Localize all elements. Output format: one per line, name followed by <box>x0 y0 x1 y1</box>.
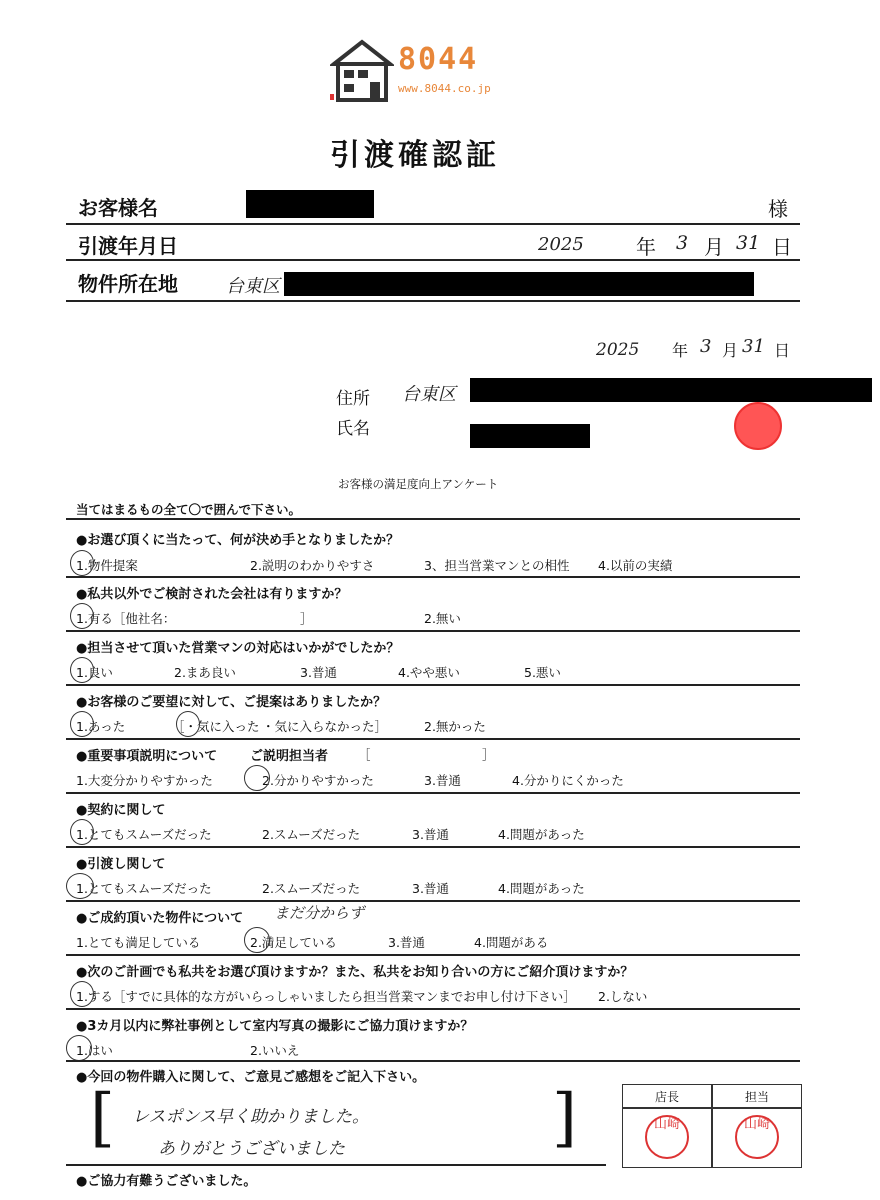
signature-address-label: 住所 <box>336 389 370 409</box>
divider <box>66 1008 800 1010</box>
answer-circle <box>70 657 94 683</box>
redacted-signature-address <box>470 378 872 402</box>
q8-option-4: 4.問題がある <box>474 935 549 950</box>
q5-option-4: 4.分かりにくかった <box>512 773 624 788</box>
divider <box>66 576 800 578</box>
q4-option-1: 1.あった <box>76 719 126 734</box>
handover-month: 3 <box>676 232 689 254</box>
handover-year: 2025 <box>538 234 584 255</box>
answer-circle <box>176 711 200 737</box>
signature-month: 3 <box>700 336 712 357</box>
personal-seal <box>734 402 782 450</box>
answer-circle <box>70 711 94 737</box>
customer-label: お客様名 <box>78 196 158 220</box>
answer-circle <box>66 1035 92 1061</box>
comment-line-1: レスポンス早く助かりました。 <box>132 1107 369 1127</box>
question-6: ●契約に関して <box>76 803 166 818</box>
q6-option-1: 1.とてもスムーズだった <box>76 827 212 842</box>
q5-explainer-label: ご説明担当者 <box>250 749 329 764</box>
divider <box>66 300 800 302</box>
logo <box>330 38 510 106</box>
divider <box>66 1060 800 1062</box>
q5-option-2: 2.分かりやすかった <box>262 773 374 788</box>
divider <box>66 792 800 794</box>
question-3: ●担当させて頂いた営業マンの対応はいかがでしたか？ <box>76 641 400 656</box>
question-7: ●引渡し関して <box>76 857 166 872</box>
address-label: 物件所在地 <box>78 272 178 296</box>
q2-option-bracket-close: ］ <box>300 611 313 626</box>
signature-day: 31 <box>742 336 765 357</box>
sig-year-unit: 年 <box>672 341 689 360</box>
month-unit: 月 <box>704 235 724 259</box>
redacted-customer-name <box>246 190 374 218</box>
closing-text: ●ご協力有難うございました。 <box>76 1174 257 1189</box>
q10-option-1: 1.はい <box>76 1043 113 1058</box>
q1-option-1: 1.物件提案 <box>76 558 138 573</box>
q3-option-1: 1.良い <box>76 665 113 680</box>
q3-option-3: 3.普通 <box>300 665 337 680</box>
manager-label: 店長 <box>654 1090 679 1104</box>
divider <box>66 223 800 225</box>
q5-bracket-open: ［ <box>358 747 371 762</box>
comment-bracket-right: ] <box>552 1081 577 1155</box>
comment-bracket-left: [ <box>90 1081 115 1155</box>
divider <box>66 259 800 261</box>
answer-circle <box>244 927 270 953</box>
question-5: ●重要事項説明について <box>76 749 218 764</box>
q3-option-5: 5.悪い <box>524 665 561 680</box>
divider <box>66 738 800 740</box>
q3-option-2: 2.まあ良い <box>174 665 236 680</box>
divider <box>66 684 800 686</box>
manager-seal: 山崎 <box>645 1115 689 1159</box>
answer-circle <box>70 603 94 629</box>
q8-option-2: 2.満足している <box>250 935 337 950</box>
divider <box>66 630 800 632</box>
q8-option-1: 1.とても満足している <box>76 935 201 950</box>
year-unit: 年 <box>636 235 656 259</box>
signature-name-label: 氏名 <box>336 419 370 439</box>
handover-day: 31 <box>736 232 761 254</box>
q7-option-1: 1.とてもスムーズだった <box>76 881 212 896</box>
q1-option-4: 4.以前の実績 <box>598 558 673 573</box>
document-title: 引渡確認証 <box>330 138 500 173</box>
handover-date-label: 引渡年月日 <box>78 234 178 258</box>
question-4: ●お客様のご要望に対して、ご提案はありましたか？ <box>76 695 387 710</box>
q4-option-3: 2.無かった <box>424 719 486 734</box>
comment-line-2: ありがとうございました <box>158 1139 345 1159</box>
q6-option-3: 3.普通 <box>412 827 449 842</box>
divider <box>66 846 800 848</box>
divider <box>66 900 800 902</box>
address-value: 台東区 <box>226 276 280 297</box>
q5-bracket-close: ］ <box>482 747 495 762</box>
q10-option-2: 2.いいえ <box>250 1043 300 1058</box>
redacted-address <box>284 272 754 296</box>
q9-option-2: 2.しない <box>598 989 648 1004</box>
logo-brand: 8044 <box>398 42 479 77</box>
house-logo-icon <box>330 38 394 102</box>
question-10: ●3カ月以内に弊社事例として室内写真の撮影にご協力頂けますか？ <box>76 1019 474 1034</box>
divider <box>66 1164 606 1166</box>
sig-day-unit: 日 <box>774 341 791 360</box>
question-2: ●私共以外でご検討された会社は有りますか？ <box>76 587 348 602</box>
q3-option-4: 4.やや悪い <box>398 665 460 680</box>
q4-option-2b: ・気に入らなかった］ <box>262 719 388 734</box>
redacted-signature-name <box>470 424 590 448</box>
divider <box>66 518 800 520</box>
q7-option-4: 4.問題があった <box>498 881 585 896</box>
q2-option-1: 1.有る［他社名： <box>76 611 176 626</box>
q6-option-2: 2.スムーズだった <box>262 827 361 842</box>
q1-option-3: 3、担当営業マンとの相性 <box>424 558 570 573</box>
customer-suffix: 様 <box>768 197 788 221</box>
q4-option-2a: ［・気に入った <box>172 719 260 734</box>
staff-seal: 山崎 <box>735 1115 779 1159</box>
survey-instruction: 当てはまるもの全て〇で囲んで下さい。 <box>76 502 302 517</box>
answer-circle <box>70 819 94 845</box>
q7-option-3: 3.普通 <box>412 881 449 896</box>
logo-url: www.8044.co.jp <box>398 82 491 95</box>
stamp-box <box>622 1084 802 1168</box>
q5-option-1: 1.大変分かりやすかった <box>76 773 213 788</box>
answer-circle <box>244 765 270 791</box>
q6-option-4: 4.問題があった <box>498 827 585 842</box>
q5-option-3: 3.普通 <box>424 773 461 788</box>
answer-circle <box>66 873 94 899</box>
handwritten-note: まだ分からず <box>274 904 365 922</box>
q1-option-2: 2.説明のわかりやすさ <box>250 558 375 573</box>
survey-title: お客様の満足度向上アンケート <box>338 477 499 491</box>
question-8: ●ご成約頂いた物件について <box>76 911 244 926</box>
question-11: ●今回の物件購入に関して、ご意見ご感想をご記入下さい。 <box>76 1070 426 1085</box>
answer-circle <box>70 981 94 1007</box>
signature-address-value: 台東区 <box>402 384 456 405</box>
question-1: ●お選び頂くに当たって、何が決め手となりましたか？ <box>76 533 400 548</box>
divider <box>66 954 800 956</box>
q7-option-2: 2.スムーズだった <box>262 881 361 896</box>
q9-option-1: 1.する［すでに具体的な方がいらっしゃいましたら担当営業マンまでお申し付け下さい］ <box>76 989 576 1004</box>
staff-label: 担当 <box>744 1090 769 1104</box>
day-unit: 日 <box>772 235 792 259</box>
q2-option-2: 2.無い <box>424 611 461 626</box>
sig-month-unit: 月 <box>722 341 739 360</box>
q8-option-3: 3.普通 <box>388 935 425 950</box>
answer-circle <box>70 550 94 576</box>
question-9: ●次のご計画でも私共をお選び頂けますか？また、私共をお知り合いの方にご紹介頂けますか？ <box>76 965 634 980</box>
signature-year: 2025 <box>596 340 640 360</box>
